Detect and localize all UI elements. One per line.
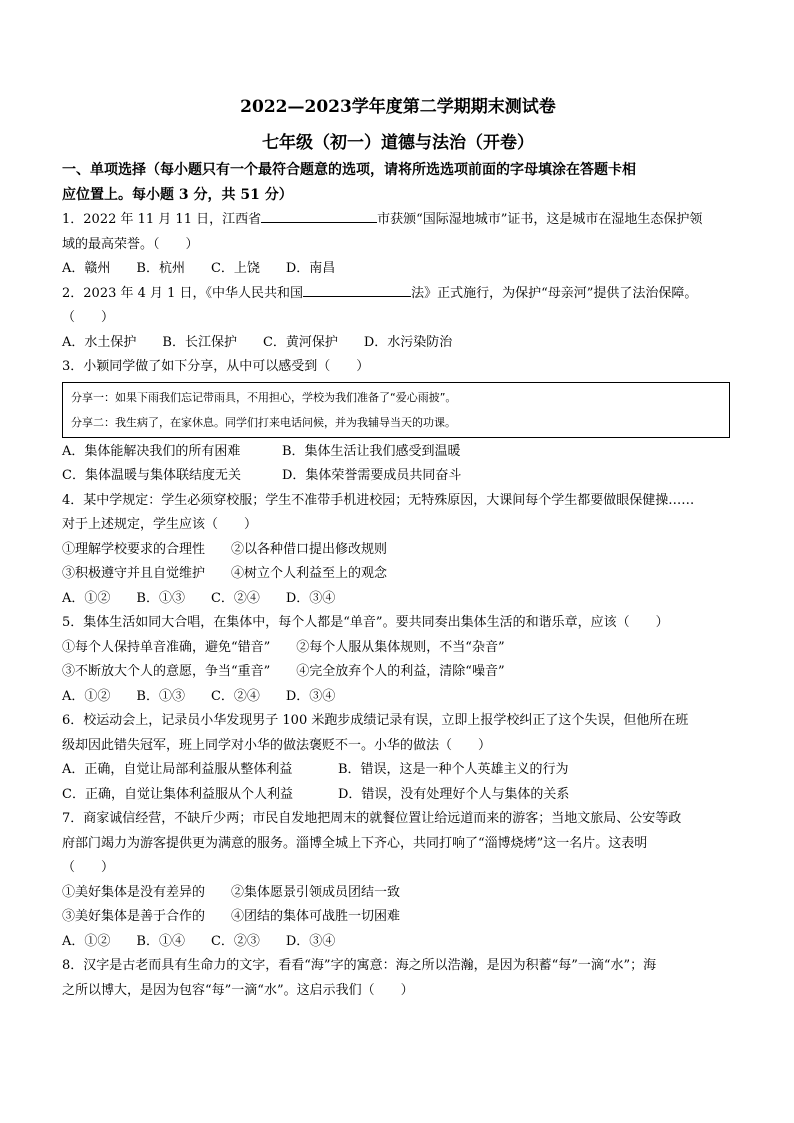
question-2 (62, 282, 734, 356)
share-one: 分享一：如果下雨我们忘记带雨具，不用担心，学校为我们准备了“爱心雨披”。 (71, 390, 457, 404)
option-a: A．正确，自觉让局部利益服从整体利益 (62, 762, 293, 777)
option-a: A．集体能解决我们的所有困难 (62, 443, 241, 459)
option-b: B．集体生活让我们感受到温暖 (282, 443, 461, 459)
option-d: D．集体荣誉需要成员共同奋斗 (282, 468, 462, 483)
question-text: 对于上述规定，学生应该（ ） (62, 517, 258, 532)
question-8 (62, 954, 734, 1003)
question-text: （ ） (62, 310, 115, 325)
option-b: B．错误，这是一种个人英雄主义的行为 (338, 762, 569, 777)
question-text: 7．商家诚信经营，不缺斤少两；市民自发地把周末的就餐位置让给远道而来的游客；当地文旅局、公安等政 (62, 811, 682, 826)
question-5 (62, 611, 734, 709)
question-text: 之所以博大，是因为包容“每”一滴“水”。这启示我们（ ） (62, 982, 414, 998)
section-heading (62, 158, 734, 208)
statement-list: ①理解学校要求的合理性 ②以各种借口提出修改规则 (62, 541, 388, 557)
question-text-part: 市获颁“国际湿地城市”证书，这是城市在湿地生态保护领 (377, 212, 703, 227)
question-6 (62, 709, 734, 807)
answer-options: A．①② B．①③ C．②④ D．③④ (62, 590, 336, 606)
statement-list: ③美好集体是善于合作的 ④团结的集体可战胜一切困难 (62, 909, 401, 924)
share-box (62, 382, 730, 438)
answer-options: A．水土保护 B．长江保护 C．黄河保护 D．水污染防治 (62, 334, 453, 350)
answer-options (62, 464, 734, 489)
question-text: （ ） (62, 860, 115, 875)
question-1 (62, 208, 734, 282)
statement-list: ③积极遵守并且自觉维护 ④树立个人利益至上的观念 (62, 566, 388, 581)
answer-blank (303, 282, 411, 297)
exam-title: 2022—2023学年度第二学期期末测试卷 (240, 97, 556, 117)
option-d: D．错误，没有处理好个人与集体的关系 (338, 786, 570, 802)
question-text: 府部门竭力为游客提供更为满意的服务。淄博全城上下齐心，共同打响了“淄博烧烤”这一名片。这表明 (62, 835, 648, 851)
answer-blank (261, 208, 377, 223)
question-text: 域的最高荣誉。（ ） (62, 236, 199, 252)
statement-list: ①美好集体是没有差异的 ②集体愿景引领成员团结一致 (62, 884, 401, 900)
statement-list: ①每个人保持单音准确，避免“错音” ②每个人服从集体规则，不当“杂音” (62, 639, 505, 655)
exam-page (62, 96, 734, 1003)
answer-options (62, 758, 734, 783)
question-text: 8．汉字是古老而具有生命力的文字，看看“海”字的寓意：海之所以浩瀚，是因为积蓄“每”一滴“水”；海 (62, 958, 657, 973)
exam-subtitle: 七年级（初一）道德与法治（开卷） (262, 133, 534, 153)
option-c: C．正确，自觉让集体利益服从个人利益 (62, 786, 293, 802)
question-text-part: 法》正式施行，为保护“母亲河”提供了法治保障。 (411, 285, 698, 301)
question-7 (62, 807, 734, 954)
question-4 (62, 489, 734, 612)
question-text: 3．小颖同学做了如下分享，从中可以感受到（ ） (62, 359, 370, 374)
question-text: 4．某中学规定：学生必须穿校服；学生不准带手机进校园；无特殊原因，大课间每个学生都要做眼保健操…… (62, 492, 695, 508)
question-text (62, 282, 734, 307)
option-c: C．集体温暖与集体联结度无关 (62, 468, 241, 483)
section-heading-line: 一、单项选择（每小题只有一个最符合题意的选项，请将所选选项前面的字母填涂在答题卡相 (62, 162, 636, 178)
statement-list: ③不断放大个人的意愿，争当“重音” ④完全放弃个人的利益，清除“噪音” (62, 664, 505, 679)
question-3 (62, 355, 734, 489)
section-heading-line: 应位置上。每小题 3 分，共 51 分） (62, 187, 293, 203)
question-text: 5．集体生活如同大合唱，在集体中，每个人都是“单音”。要共同奏出集体生活的和谐乐章，应该（ ） (62, 615, 669, 630)
question-text-part: 1．2022 年 11 月 11 日，江西省 (62, 212, 262, 227)
answer-options: A．①② B．①③ C．②④ D．③④ (62, 688, 336, 704)
answer-options: A．赣州 B．杭州 C．上饶 D．南昌 (62, 261, 336, 276)
question-text: 6．校运动会上，记录员小华发现男子 100 米跑步成绩记录有误，立即上报学校纠正了这个失误，但他所在班 (62, 713, 689, 728)
answer-options: A．①② B．①④ C．②③ D．③④ (62, 933, 336, 949)
question-text (62, 208, 734, 233)
share-two: 分享二：我生病了，在家休息。同学们打来电话问候，并为我辅导当天的功课。 (71, 415, 456, 429)
question-text: 级却因此错失冠军，班上同学对小华的做法褒贬不一。小华的做法（ ） (62, 737, 492, 753)
question-text-part: 2．2023 年 4 月 1 日，《中华人民共和国 (62, 285, 304, 301)
answer-options (62, 783, 734, 808)
answer-options (62, 440, 734, 465)
